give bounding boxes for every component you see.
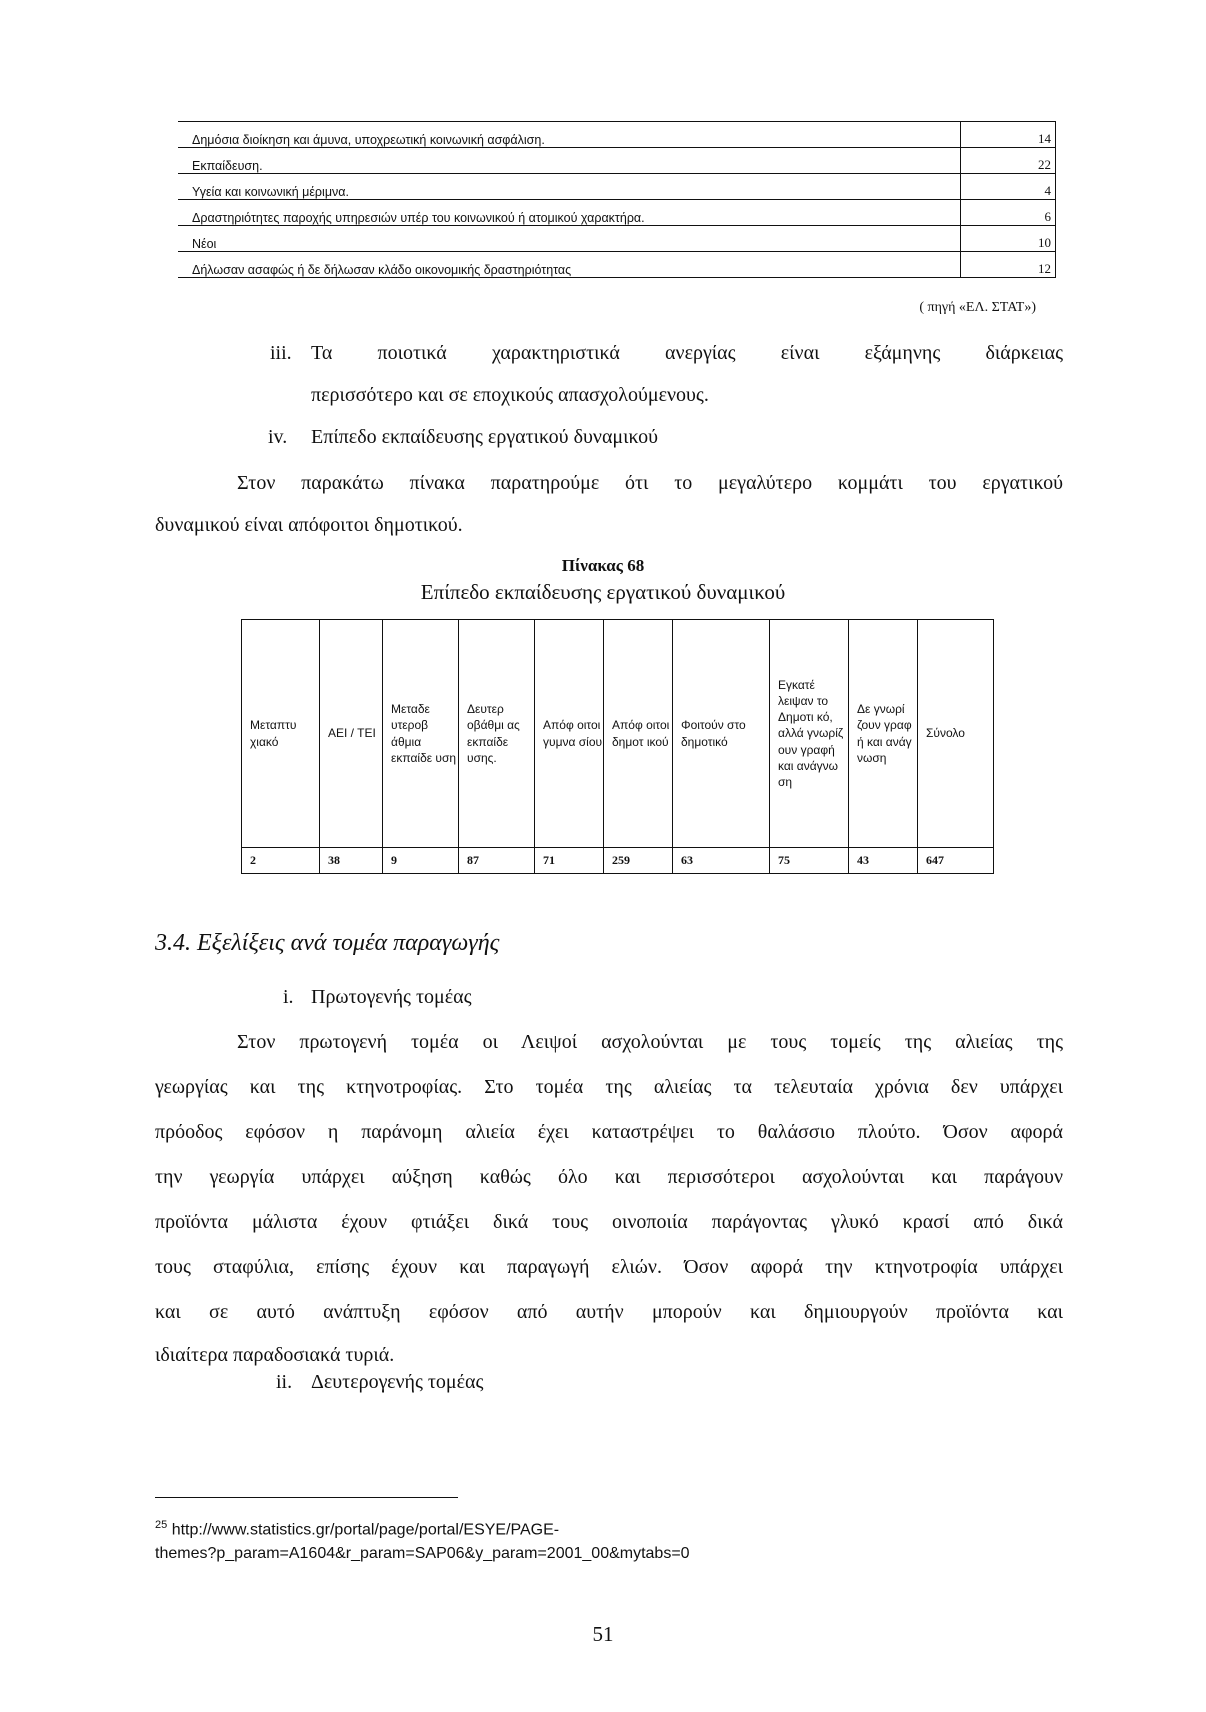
education-level-table bbox=[241, 619, 994, 874]
primary-sector-line: τους σταφύλια, επίσης έχουν και παραγωγή ελιών. Όσον αφορά την κτηνοτροφία υπάρχει bbox=[155, 1256, 1063, 1278]
sector-row bbox=[178, 122, 1056, 148]
education-value-cell: 9 bbox=[383, 848, 459, 874]
sector-row bbox=[178, 174, 1056, 200]
primary-sector-line: γεωργίας και της κτηνοτροφίας. Στο τομέα της αλιείας τα τελευταία χρόνια δεν υπάρχει bbox=[155, 1076, 1063, 1098]
item-iii-number: iii. bbox=[270, 342, 292, 364]
education-header-cell: Απόφ οιτοι δημοτ ικού bbox=[604, 620, 673, 848]
education-header-row bbox=[242, 620, 994, 848]
sector-label: Υγεία και κοινωνική μέριμνα. bbox=[178, 174, 961, 200]
para-iv-line2: δυναμικού είναι απόφοιτοι δημοτικού. bbox=[155, 514, 463, 536]
primary-sector-line: την γεωργία υπάρχει αύξηση καθώς όλο και περισσότεροι ασχολούνται και παράγουν bbox=[155, 1166, 1063, 1188]
sector-value: 10 bbox=[961, 226, 1056, 252]
item-iii-line2: περισσότερο και σε εποχικούς απασχολούμενους. bbox=[311, 384, 709, 406]
education-value-cell: 63 bbox=[673, 848, 770, 874]
sector-value: 22 bbox=[961, 148, 1056, 174]
education-header-cell: ΑΕΙ / ΤΕΙ bbox=[320, 620, 383, 848]
sector-table bbox=[178, 121, 1056, 278]
footnote-link-line1[interactable]: http://www.statistics.gr/portal/page/portal/ESYE/PAGE- bbox=[171, 1521, 560, 1539]
education-header-cell: Μεταπτυ χιακό bbox=[242, 620, 320, 848]
table-68-subtitle: Επίπεδο εκπαίδευσης εργατικού δυναμικού bbox=[420, 580, 786, 604]
sector-row bbox=[178, 226, 1056, 252]
source-note: ( πηγή «ΕΛ. ΣΤΑΤ») bbox=[919, 300, 1036, 315]
para-iv-line1: Στον παρακάτω πίνακα παρατηρούμε ότι το μεγαλύτερο κομμάτι του εργατικού bbox=[237, 472, 1063, 494]
section-heading: 3.4. Εξελίξεις ανά τομέα παραγωγής bbox=[155, 930, 500, 956]
education-header-cell: Φοιτούν στο δημοτικό bbox=[673, 620, 770, 848]
sector-value: 6 bbox=[961, 200, 1056, 226]
item-iv-number: iv. bbox=[268, 426, 288, 448]
education-header-cell: Απόφ οιτοι γυμνα σίου bbox=[535, 620, 604, 848]
education-value-cell: 75 bbox=[770, 848, 849, 874]
item-iii-line1: Τα ποιοτικά χαρακτηριστικά ανεργίας είναι εξάμηνης διάρκειας bbox=[311, 342, 1063, 364]
education-header-cell: Εγκατέ λειψαν το Δημοτι κό, αλλά γνωρίζ ουν γραφή και ανάγνω ση bbox=[770, 620, 849, 848]
education-value-cell: 43 bbox=[849, 848, 918, 874]
education-header-cell: Δευτερ οβάθμι ας εκπαίδε υσης. bbox=[459, 620, 535, 848]
footnote-link-line2[interactable]: themes?p_param=A1604&r_param=SAP06&y_param=2001_00&mytabs=0 bbox=[155, 1544, 690, 1562]
education-value-cell: 2 bbox=[242, 848, 320, 874]
education-value-cell: 87 bbox=[459, 848, 535, 874]
table-68-title: Πίνακας 68 bbox=[561, 556, 645, 575]
footnote-divider bbox=[155, 1497, 458, 1498]
education-value-cell: 71 bbox=[535, 848, 604, 874]
sector-value: 12 bbox=[961, 252, 1056, 278]
sector-row bbox=[178, 148, 1056, 174]
sector-row bbox=[178, 252, 1056, 278]
sector-value: 14 bbox=[961, 122, 1056, 148]
footnote bbox=[155, 1518, 690, 1565]
footnote-number: 25 bbox=[155, 1519, 168, 1531]
sector-label: Νέοι bbox=[178, 226, 961, 252]
education-header-cell: Μεταδε υτεροβ άθμια εκπαίδε υση bbox=[383, 620, 459, 848]
sector-row bbox=[178, 200, 1056, 226]
sector-label: Δήλωσαν ασαφώς ή δε δήλωσαν κλάδο οικονομικής δραστηριότητας bbox=[178, 252, 961, 278]
education-value-cell: 647 bbox=[918, 848, 994, 874]
primary-sector-line: και σε αυτό ανάπτυξη εφόσον από αυτήν μπορούν και δημιουργούν προϊόντα και bbox=[155, 1301, 1063, 1323]
sector-label: Δραστηριότητες παροχής υπηρεσιών υπέρ του κοινωνικού ή ατομικού χαρακτήρα. bbox=[178, 200, 961, 226]
primary-sector-line: πρόοδος εφόσον η παράνομη αλιεία έχει καταστρέψει το θαλάσσιο πλούτο. Όσον αφορά bbox=[155, 1121, 1063, 1143]
sector-value: 4 bbox=[961, 174, 1056, 200]
item-i-number: i. bbox=[283, 986, 294, 1008]
item-iv-title: Επίπεδο εκπαίδευσης εργατικού δυναμικού bbox=[311, 426, 659, 448]
page-number: 51 bbox=[592, 1622, 614, 1646]
sector-label: Δημόσια διοίκηση και άμυνα, υποχρεωτική κοινωνική ασφάλιση. bbox=[178, 122, 961, 148]
item-ii-title: Δευτερογενής τομέας bbox=[311, 1371, 484, 1393]
education-values-row bbox=[242, 848, 994, 874]
primary-sector-line: ιδιαίτερα παραδοσιακά τυριά. bbox=[155, 1344, 395, 1366]
primary-sector-line: Στον πρωτογενή τομέα οι Λειψοί ασχολούνται με τους τομείς της αλιείας της bbox=[237, 1031, 1063, 1053]
item-i-title: Πρωτογενής τομέας bbox=[311, 986, 472, 1008]
education-header-cell: Σύνολο bbox=[918, 620, 994, 848]
primary-sector-line: προϊόντα μάλιστα έχουν φτιάξει δικά τους οινοποιία παράγοντας γλυκό κρασί από δικά bbox=[155, 1211, 1063, 1233]
sector-label: Εκπαίδευση. bbox=[178, 148, 961, 174]
education-value-cell: 259 bbox=[604, 848, 673, 874]
education-value-cell: 38 bbox=[320, 848, 383, 874]
item-ii-number: ii. bbox=[276, 1371, 293, 1393]
education-header-cell: Δε γνωρί ζουν γραφ ή και ανάγ νωση bbox=[849, 620, 918, 848]
